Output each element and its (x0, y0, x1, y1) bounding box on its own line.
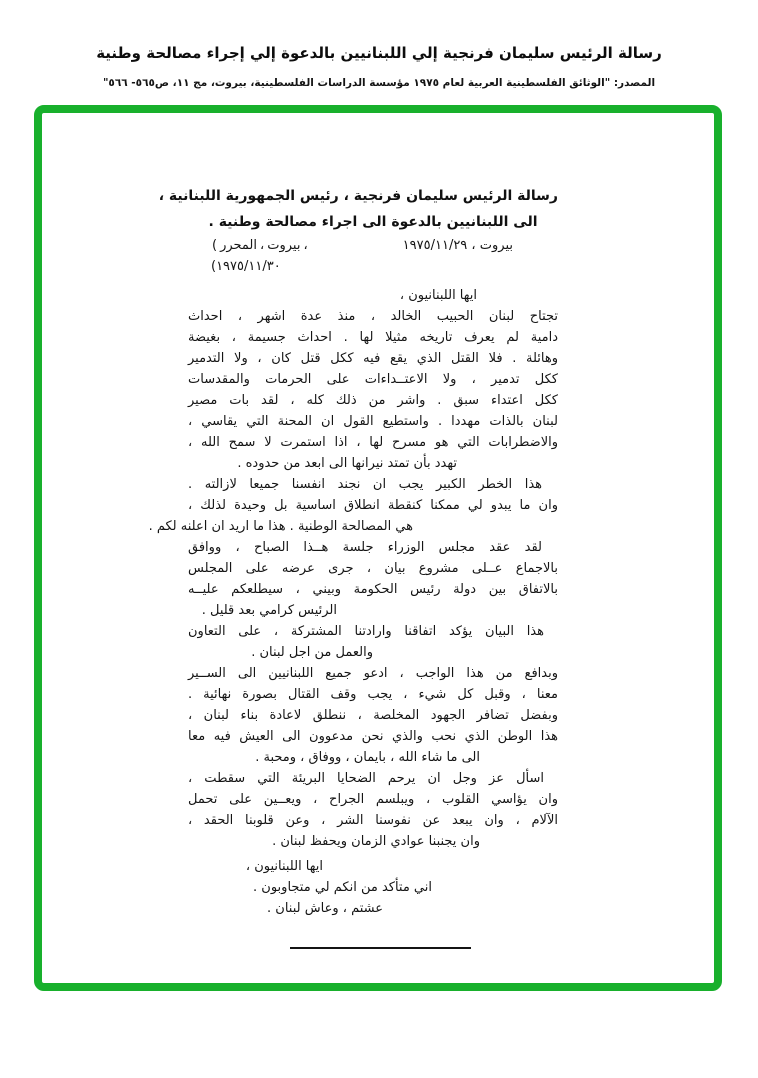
body-line: عشتم ، وعاش لبنان . (267, 901, 383, 916)
body-line: وان ما يبدو لي ممكنا كنقطة انطلاق اساسية بل وحيدة لذلك ، (188, 498, 558, 513)
body-line: بالاجماع عــلى مشروع بيان ، جرى عرضه على المجلس (188, 561, 558, 576)
body-line: دامية لم يعرف تاريخه مثيلا لها . احداث جسيمة ، بغيضة (188, 330, 558, 345)
body-line: ايها اللبنانيون ، (245, 859, 323, 874)
body-line: وان يؤاسي القلوب ، ويبلسم الجراح ، ويعــين على تحمل (188, 792, 558, 807)
document-title-line-2: الى اللبنانيين بالدعوة الى اجراء مصالحة وطنية . (208, 214, 538, 230)
body-line: لقد عقد مجلس الوزراء جلسة هــذا الصباح ، ووافق (188, 540, 542, 555)
body-line: ايها اللبنانيون ، (399, 288, 477, 303)
attribution-part: المحرر (220, 238, 258, 253)
attribution-part: بيروت (267, 238, 301, 253)
body-line: وبدافع من هذا الواجب ، ادعو جميع اللبنانيين الى الســير (188, 666, 558, 681)
dateline-place-date: بيروت ، ١٩٧٥/١١/٢٩ (402, 238, 513, 253)
body-line: الرئيس كرامي بعد قليل . (201, 603, 337, 618)
body-line: هذا البيان يؤكد اتفاقنا وارادتنا المشتركة ، على التعاون (188, 624, 544, 639)
body-line: الى ما شاء الله ، بايمان ، ووفاق ، ومحبة . (255, 750, 480, 765)
attribution-part: ، (303, 238, 308, 253)
body-line: الآلام ، وان يبعد عن نفوسنا الشر ، وعن قلوبنا الحقد ، (188, 813, 558, 828)
body-line: هي المصالحة الوطنية . هذا ما اريد ان اعلنه لكم . (148, 519, 413, 534)
body-line: اسأل عز وجل ان يرحم الضحايا البريئة التي سقطت ، (188, 771, 544, 786)
closing-divider (290, 947, 471, 949)
attribution-part: ، (260, 238, 265, 253)
document-title-line-1: رسالة الرئيس سليمان فرنجية ، رئيس الجمهورية اللبنانية ، (158, 188, 558, 204)
body-line: وبفضل تضافر الجهود المخلصة ، ننطلق لاعادة بناء لبنان ، (188, 708, 558, 723)
body-line: وان يجنبنا عوادي الزمان ويحفظ لبنان . (272, 834, 480, 849)
body-line: تجتاح لبنان الحبيب الخالد ، منذ عدة اشهر ، احداث (188, 309, 558, 324)
body-line: معنا ، وقبل كل شيء ، يجب وقف القتال بصورة نهائية . (188, 687, 558, 702)
body-line: اني متأكد من انكم لي متجاوبون . (253, 880, 432, 895)
body-line: والاضطرابات التي هو مسرح لها ، اذا استمرت لا سمح الله ، (188, 435, 558, 450)
body-line: لبنان بالذات مهددا . واستطيع القول ان المحنة التي يقاسي ، (188, 414, 558, 429)
dateline-attribution (212, 237, 308, 255)
body-line: ككل تدمير ، ولا الاعتــداءات على الحرمات والمقدسات (188, 372, 558, 387)
body-line: بالاتفاق بين دولة رئيس الحكومة وبيني ، سيطلعكم عليــه (188, 582, 558, 597)
body-line: هذا الخطر الكبير يجب ان نجند انفسنا جميعا لازالته . (188, 477, 542, 492)
body-line: وهائلة . فلا القتل الذي يقع فيه ككل قتل كان ، ولا التدمير (188, 351, 558, 366)
document-body (148, 285, 558, 919)
header-source-citation: المصدر: "الوثائق الفلسطينية العربية لعام ١٩٧٥ مؤسسة الدراسات الفلسطينية، بيروت، مج ١١، ص٥٦٥- ٥٦٦" (102, 77, 656, 89)
body-line: تهدد بأن تمتد نيرانها الى ابعد من حدوده . (237, 456, 457, 471)
document-title (158, 183, 558, 235)
body-line: والعمل من اجل لبنان . (251, 645, 373, 660)
body-line: هذا الوطن الذي نحب والذي نحن مدعوون الى العيش فيه معا (188, 729, 558, 744)
attribution-part: ( (212, 238, 218, 253)
dateline-attribution-date: (١٩٧٥/١١/٣٠ (211, 259, 281, 274)
header-title: رسالة الرئيس سليمان فرنجية إلي اللبنانيين بالدعوة إلي إجراء مصالحة وطنية (96, 44, 662, 62)
body-line: ككل اعتداء سبق . واشر من ذلك كله ، لقد بات مصير (188, 393, 558, 408)
